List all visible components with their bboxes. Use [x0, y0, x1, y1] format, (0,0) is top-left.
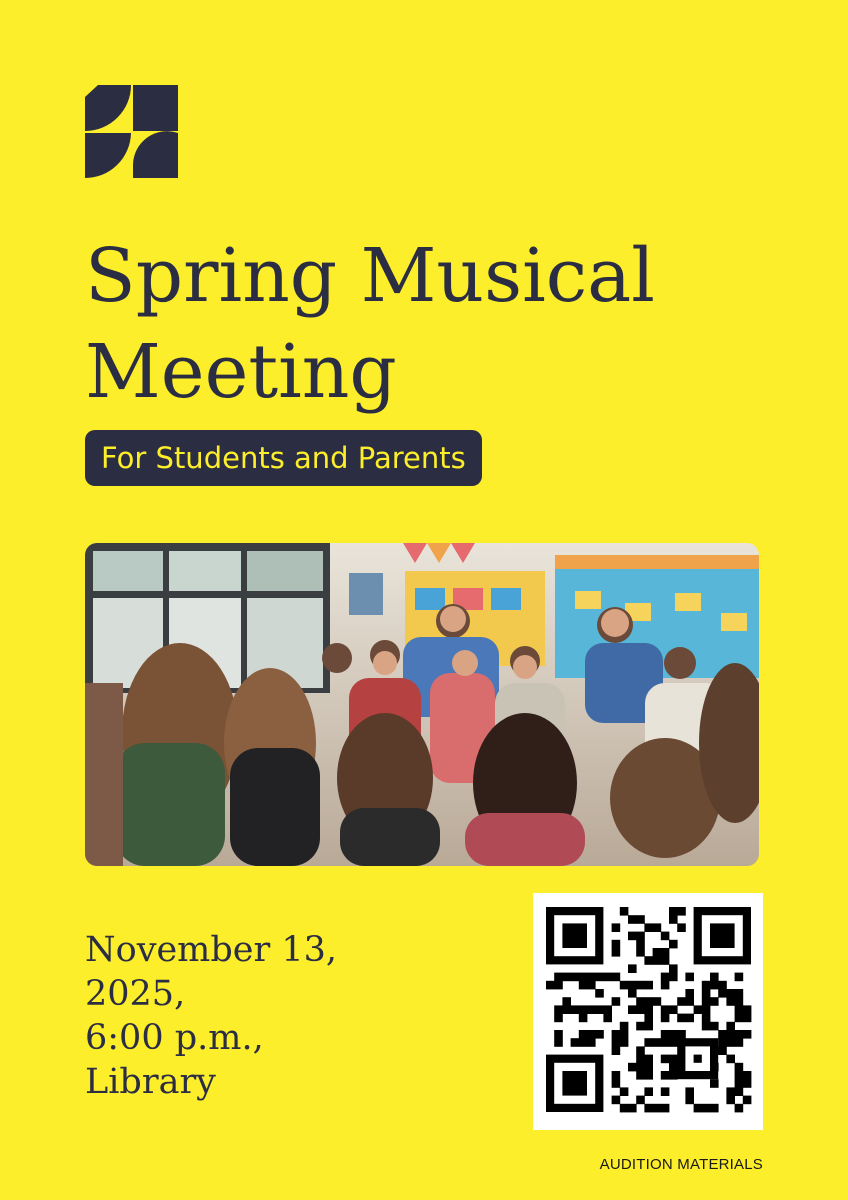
title-line-1: Spring Musical: [85, 233, 655, 319]
students-classroom-photo: [85, 543, 759, 866]
page-title: [85, 228, 785, 420]
qr-code-icon[interactable]: [533, 893, 763, 1130]
event-year: 2025,: [85, 974, 186, 1014]
event-date: November 13,: [85, 930, 338, 970]
title-line-2: Meeting: [85, 329, 397, 415]
event-time: 6:00 p.m.,: [85, 1018, 264, 1058]
event-details: [85, 928, 405, 1104]
event-location: Library: [85, 1062, 216, 1102]
school-logo-icon: [85, 85, 178, 178]
audience-badge: For Students and Parents: [85, 430, 482, 486]
qr-code-label: AUDITION MATERIALS: [599, 1156, 763, 1173]
